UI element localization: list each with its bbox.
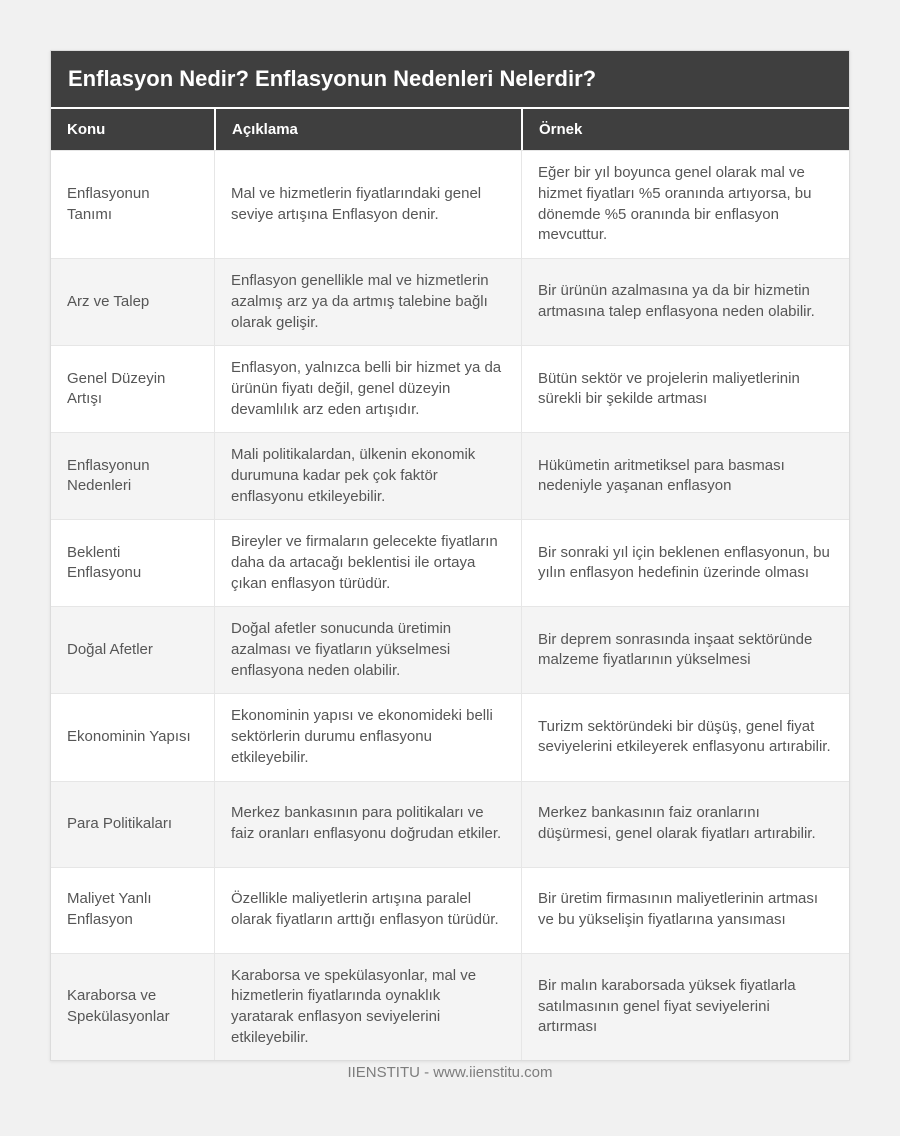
cell-aciklama: Mali politikalardan, ülkenin ekonomik durumuna kadar pek çok faktör enflasyonu etkileyebilir.: [214, 433, 521, 519]
cell-konu: Ekonominin Yapısı: [67, 728, 191, 746]
footer-credit: IIENSTITU - www.iienstitu.com: [347, 1064, 553, 1081]
inflation-table-card: [50, 50, 850, 1061]
cell-ornek: Bir malın karaborsada yüksek fiyatlarla satılmasının genel fiyat seviyelerini artırması: [521, 954, 849, 1061]
cell-konu: Beklenti Enflasyonu: [67, 543, 142, 582]
table-row: [51, 867, 849, 953]
cell-konu: Enflasyonun Tanımı: [67, 185, 150, 223]
table-row: [51, 953, 849, 1061]
cell-konu: Para Politikaları: [67, 814, 173, 832]
table-row: [51, 258, 849, 345]
cell-ornek: Bütün sektör ve projelerin maliyetlerinin sürekli bir şekilde artması: [521, 346, 849, 432]
cell-aciklama: Enflasyon, yalnızca belli bir hizmet ya da ürünün fiyatı değil, genel düzeyin devamlılık arz eden artışıdır.: [214, 346, 521, 432]
cell-konu: Arz ve Talep: [67, 292, 150, 310]
cell-konu: Maliyet Yanlı Enflasyon: [67, 890, 152, 929]
cell-konu: Genel Düzeyin Artışı: [67, 369, 166, 408]
cell-ornek: Bir üretim firmasının maliyetlerinin artması ve bu yükselişin fiyatlarına yansıması: [521, 868, 849, 953]
cell-aciklama: Mal ve hizmetlerin fiyatlarındaki genel seviye artışına Enflasyon denir.: [214, 151, 521, 258]
cell-ornek: Eğer bir yıl boyunca genel olarak mal ve hizmet fiyatları %5 oranında artıyorsa, bu dönemde %5 oranında bir enflasyon mevcuttur.: [521, 151, 849, 258]
cell-aciklama: Doğal afetler sonucunda üretimin azalması ve fiyatların yükselmesi enflasyona neden olabilir.: [214, 607, 521, 693]
table-row: [51, 150, 849, 258]
table-header-row: [51, 109, 849, 150]
cell-aciklama: Merkez bankasının para politikaları ve faiz oranları enflasyonu doğrudan etkiler.: [214, 782, 521, 867]
page-title: Enflasyon Nedir? Enflasyonun Nedenleri Nelerdir?: [51, 51, 849, 107]
cell-ornek: Merkez bankasının faiz oranlarını düşürmesi, genel olarak fiyatları artırabilir.: [521, 782, 849, 867]
cell-ornek: Bir deprem sonrasında inşaat sektöründe malzeme fiyatlarının yükselmesi: [521, 607, 849, 693]
column-header-aciklama: Açıklama: [214, 109, 521, 150]
cell-aciklama: Ekonominin yapısı ve ekonomideki belli sektörlerin durumu enflasyonu etkileyebilir.: [214, 694, 521, 780]
table-row: [51, 606, 849, 693]
cell-aciklama: Bireyler ve firmaların gelecekte fiyatların daha da artacağı beklentisi ile ortaya çıkan enflasyon türüdür.: [214, 520, 521, 606]
column-header-ornek: Örnek: [521, 109, 849, 150]
cell-konu: Enflasyonun Nedenleri: [67, 456, 150, 495]
cell-aciklama: Özellikle maliyetlerin artışına paralel olarak fiyatların arttığı enflasyon türüdür.: [214, 868, 521, 953]
cell-aciklama: Enflasyon genellikle mal ve hizmetlerin azalmış arz ya da artmış talebine bağlı olarak gelişir.: [214, 259, 521, 345]
cell-konu: Karaborsa ve Spekülasyonlar: [67, 987, 170, 1025]
table-row: [51, 693, 849, 780]
cell-ornek: Hükümetin aritmetiksel para basması nedeniyle yaşanan enflasyon: [521, 433, 849, 519]
cell-ornek: Bir ürünün azalmasına ya da bir hizmetin artmasına talep enflasyona neden olabilir.: [521, 259, 849, 345]
cell-ornek: Bir sonraki yıl için beklenen enflasyonun, bu yılın enflasyon hedefinin üzerinde olması: [521, 520, 849, 606]
table-row: [51, 432, 849, 519]
cell-konu: Doğal Afetler: [67, 641, 153, 659]
cell-ornek: Turizm sektöründeki bir düşüş, genel fiyat seviyelerini etkileyerek enflasyonu artırabilir.: [521, 694, 849, 780]
table-row: [51, 519, 849, 606]
table-row: [51, 345, 849, 432]
cell-aciklama: Karaborsa ve spekülasyonlar, mal ve hizmetlerin fiyatlarında oynaklık yaratarak enflasyon seviyelerini etkileyebilir.: [214, 954, 521, 1061]
column-header-konu: Konu: [67, 121, 106, 139]
table-row: [51, 781, 849, 867]
